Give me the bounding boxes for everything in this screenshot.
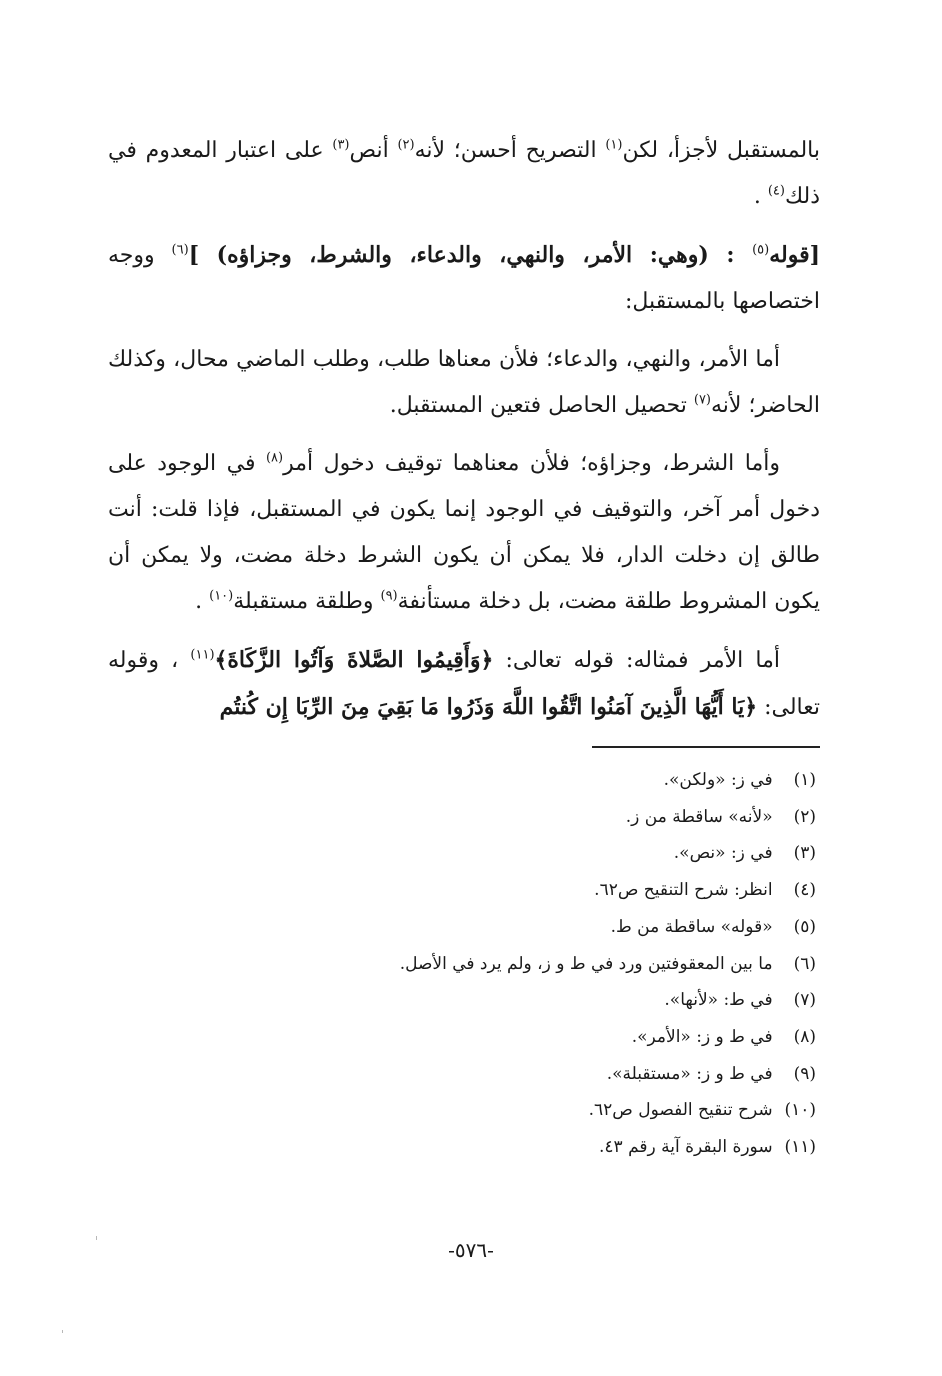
- scan-speck: [96, 1236, 97, 1240]
- footnote-text: انظر: شرح التنقيح ص٦٢.: [594, 880, 773, 901]
- scan-speck: [62, 1330, 63, 1333]
- footnote: [300, 835, 816, 872]
- footnote-number: (١١): [784, 1137, 816, 1158]
- footnotes: [300, 762, 816, 1166]
- quran-verse: ﴿وَأَقِيمُوا الصَّلاةَ وَآتُوا الزَّكَاةَ﴾: [214, 647, 494, 673]
- commentary-label: قوله: [769, 242, 810, 268]
- footnote-ref: (٦): [171, 242, 189, 258]
- footnote-text: «لأنه» ساقطة من ز.: [625, 806, 773, 827]
- text-run: ووجه اختصاصها بالمستقبل:: [108, 243, 820, 314]
- text-run: على اعتبار المعدوم في ذلك: [108, 138, 820, 209]
- quran-verse: ﴿يَا أَيُّهَا الَّذِينَ آمَنُوا اتَّقُوا اللَّهَ وَذَرُوا مَا بَقِيَ مِنَ الرِّبَا إِن كُنتُم: [219, 694, 758, 720]
- footnote: [300, 982, 816, 1019]
- footnote-text: شرح تنقيح الفصول ص٦٢.: [588, 1100, 773, 1121]
- footnote-ref: (٧): [693, 392, 711, 408]
- footnote-text: في ط و ز: «مستقبلة».: [606, 1063, 773, 1084]
- footnote-number: (٨): [793, 1026, 816, 1047]
- footnote-number: (٤): [793, 880, 816, 901]
- footnote: [300, 1056, 816, 1093]
- text-run: في الوجود على دخول أمر آخر، والتوقيف في الوجود إنما يكون في المستقبل، فإذا قلت: أنت طالق إن دخلت الدار، فلا يمكن أن يكون الشرط دخلة مضت، ولا يمكن أن يكون المشروط طلقة مضت، بل دخلة مستأنفة: [108, 451, 820, 614]
- footnote-ref: (٩): [380, 588, 398, 604]
- paragraph-2: [108, 232, 820, 325]
- footnote-ref: (١١): [190, 647, 215, 663]
- bracket-open: [: [809, 242, 821, 268]
- footnote-ref: (٨): [265, 450, 284, 466]
- text-run: أما الأمر فمثاله: قوله تعالى:: [493, 648, 781, 673]
- footnote-ref: (٥): [752, 242, 770, 258]
- footnote-text: في ز: «نص».: [673, 843, 773, 864]
- footnote-text: «قوله» ساقطة من ط.: [610, 916, 773, 937]
- text-run: .: [753, 184, 768, 209]
- footnote-number: (٦): [793, 953, 816, 974]
- footnote: [300, 909, 816, 946]
- footnote-ref: (٣): [332, 137, 350, 153]
- footnote: [300, 762, 816, 799]
- text-run: وأما الشرط، وجزاؤه؛ فلأن معناهما توقيف دخول أمر: [283, 451, 780, 476]
- footnote-number: (٧): [793, 990, 816, 1011]
- footnote-text: ما بين المعقوفتين ورد في ط و ز، ولم يرد في الأصل.: [399, 953, 773, 974]
- footnote-number: (٣): [793, 843, 816, 864]
- text-run: .: [195, 589, 210, 614]
- page-number: -٥٧٦-: [448, 1238, 494, 1262]
- footnote-number: (١٠): [784, 1100, 816, 1121]
- text-run: أنص: [349, 138, 398, 163]
- footnote-text: في ز: «ولكن».: [663, 770, 773, 790]
- paragraph-3: [108, 337, 820, 429]
- footnote-number: (٩): [793, 1063, 816, 1084]
- footnote: [300, 1019, 816, 1056]
- footnote-ref: (٤): [767, 183, 785, 199]
- footnote-ref: (١): [605, 137, 623, 153]
- text-run: بالمستقبل لأجزأ، لكن: [622, 138, 821, 163]
- text-run: أما الأمر، والنهي، والدعاء؛ فلأن معناها طلب، وطلب الماضي محال، وكذلك الحاضر؛ لأنه: [108, 347, 820, 418]
- paragraph-5: [108, 637, 820, 731]
- footnote: [300, 1092, 816, 1129]
- footnote: [300, 946, 816, 983]
- text-run: تحصيل الحاصل فتعين المستقبل.: [389, 393, 694, 418]
- main-text: [108, 128, 820, 743]
- footnote: [300, 1129, 816, 1166]
- footnote-number: (٥): [793, 916, 816, 937]
- text-run: وطلقة مستقبلة: [233, 589, 381, 614]
- footnote: [300, 799, 816, 836]
- footnote-ref: (٢): [397, 137, 415, 153]
- text-run: التصريح أحسن؛ لأنه: [414, 138, 606, 163]
- footnote-text: في ط و ز: «الأمر».: [631, 1026, 773, 1047]
- footnote-number: (٢): [793, 806, 816, 827]
- paragraph-4: [108, 441, 820, 625]
- text-run: ، وقوله تعالى:: [108, 648, 820, 720]
- quoted-matn: : (وهي: الأمر، والنهي، والدعاء، والشرط، وجزاؤه) ]: [188, 242, 753, 268]
- paragraph-1: [108, 128, 820, 220]
- footnote-number: (١): [793, 770, 816, 790]
- footnote: [300, 872, 816, 909]
- footnote-text: سورة البقرة آية رقم ٤٣.: [599, 1137, 773, 1158]
- footnote-separator: [592, 746, 820, 748]
- footnote-ref: (١٠): [209, 588, 234, 604]
- footnote-text: في ط: «لأنها».: [664, 990, 773, 1011]
